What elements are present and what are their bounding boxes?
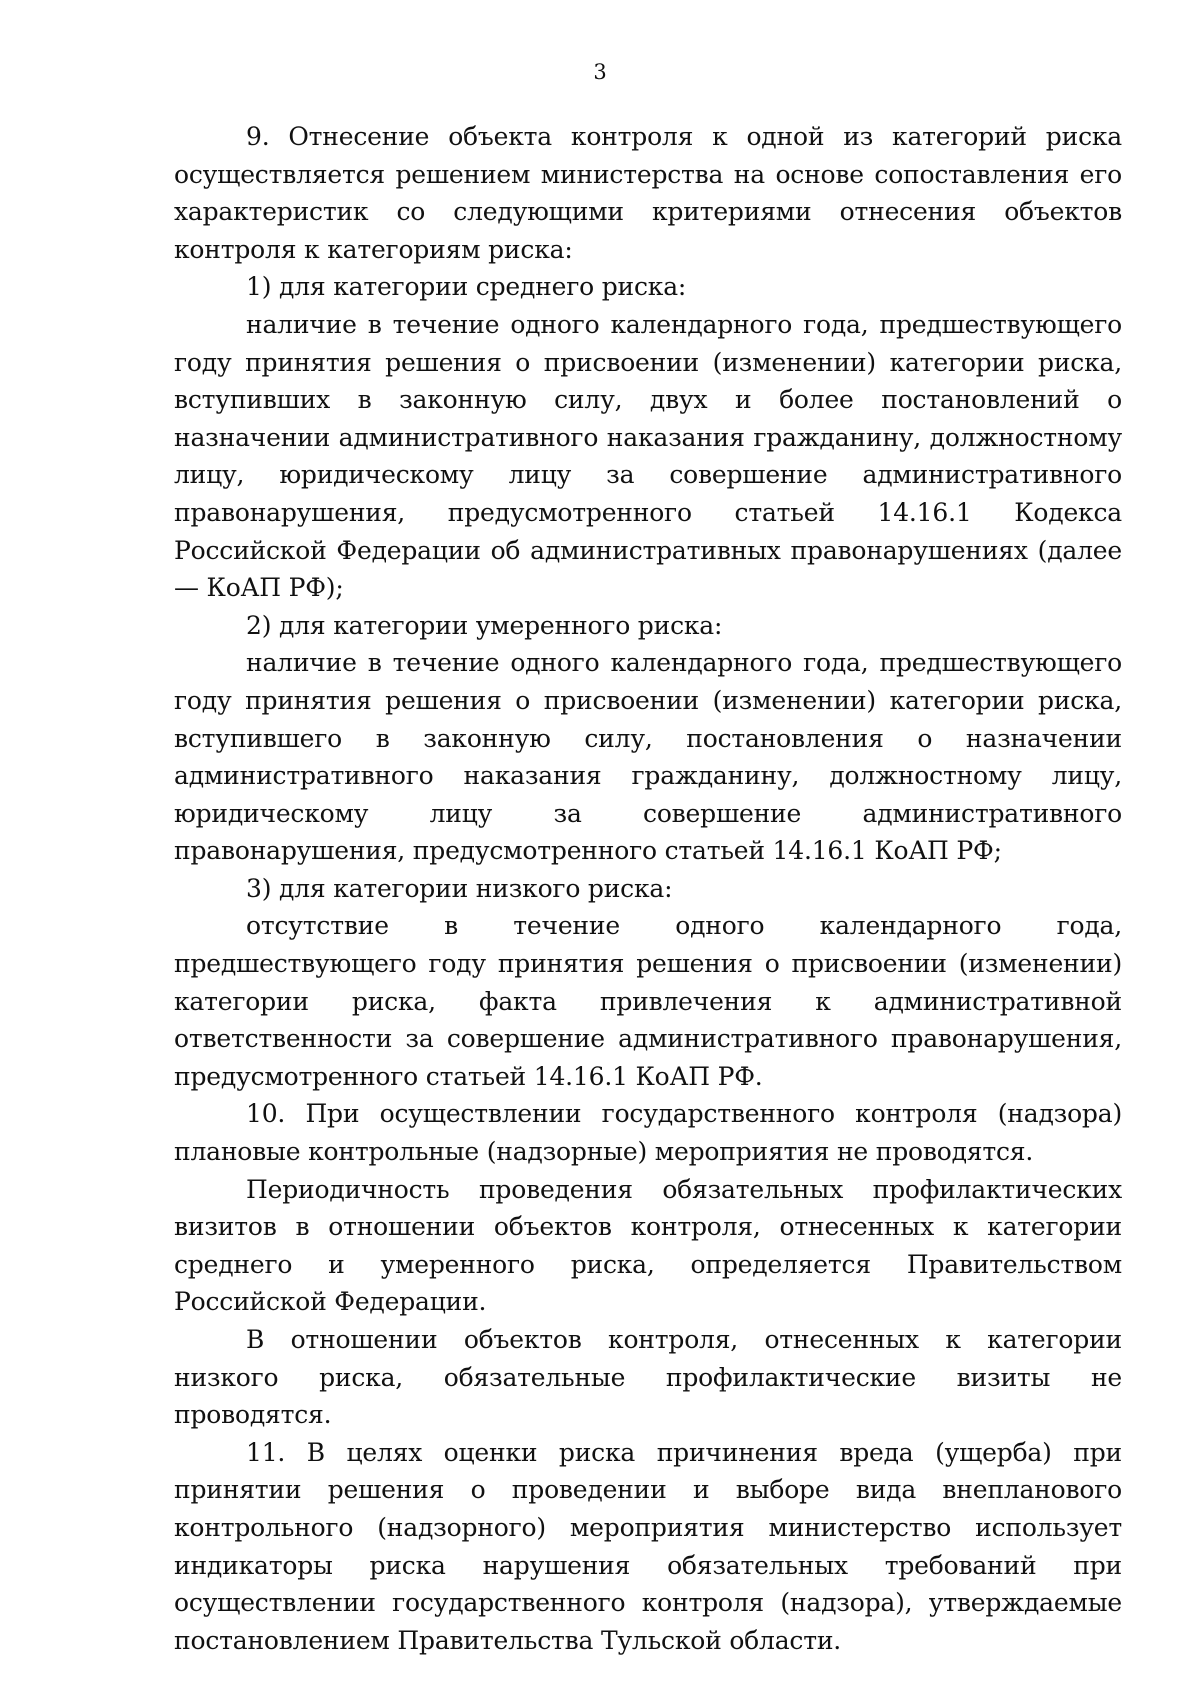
- paragraph-11: 11. В целях оценки риска причинения вреда (ущерба) при принятии решения о проведении и выборе вида внепланового контрольного (надзорного) мероприятия министерство использует индикаторы риска нарушения обязательных требований при осуществлении государственного контроля (надзора), утверждаемые постановлением Правительства Тульской области.: [174, 1437, 1122, 1655]
- paragraph-medium-risk-criteria: наличие в течение одного календарного года, предшествующего году принятия решения о присвоении (изменении) категории риска, вступивших в законную силу, двух и более постановлений о назначении административного наказания гражданину, должностному лицу, юридическому лицу за совершение административного правонарушения, предусмотренного статьей 14.16.1 Кодекса Российской Федерации об административных правонарушениях (далее — КоАП РФ);: [174, 309, 1122, 603]
- paragraph-9-intro: 9. Отнесение объекта контроля к одной из категорий риска осуществляется решением министерства на основе сопоставления его характеристик со следующими критериями отнесения объектов контроля к категориям риска:: [174, 122, 1122, 264]
- document-body: [174, 118, 1122, 1659]
- paragraph-moderate-risk-heading: 2) для категории умеренного риска:: [246, 610, 723, 640]
- paragraph-10: 10. При осуществлении государственного контроля (надзора) плановые контрольные (надзорные) мероприятия не проводятся.: [174, 1099, 1122, 1167]
- page-number: 3: [593, 60, 607, 84]
- paragraph-low-risk-visits: В отношении объектов контроля, отнесенных к категории низкого риска, обязательные профилактические визиты не проводятся.: [174, 1325, 1122, 1430]
- paragraph-low-risk-heading: 3) для категории низкого риска:: [246, 873, 673, 903]
- paragraph-low-risk-criteria: отсутствие в течение одного календарного года, предшествующего году принятия решения о присвоении (изменении) категории риска, факта привлечения к административной ответственности за совершение административного правонарушения, предусмотренного статьей 14.16.1 КоАП РФ.: [174, 911, 1122, 1091]
- paragraph-moderate-risk-criteria: наличие в течение одного календарного года, предшествующего году принятия решения о присвоении (изменении) категории риска, вступившего в законную силу, постановления о назначении административного наказания гражданину, должностному лицу, юридическому лицу за совершение административного правонарушения, предусмотренного статьей 14.16.1 КоАП РФ;: [174, 648, 1122, 866]
- paragraph-medium-risk-heading: 1) для категории среднего риска:: [246, 272, 687, 302]
- paragraph-periodicity: Периодичность проведения обязательных профилактических визитов в отношении объектов контроля, отнесенных к категории среднего и умеренного риска, определяется Правительством Российской Федерации.: [174, 1174, 1122, 1317]
